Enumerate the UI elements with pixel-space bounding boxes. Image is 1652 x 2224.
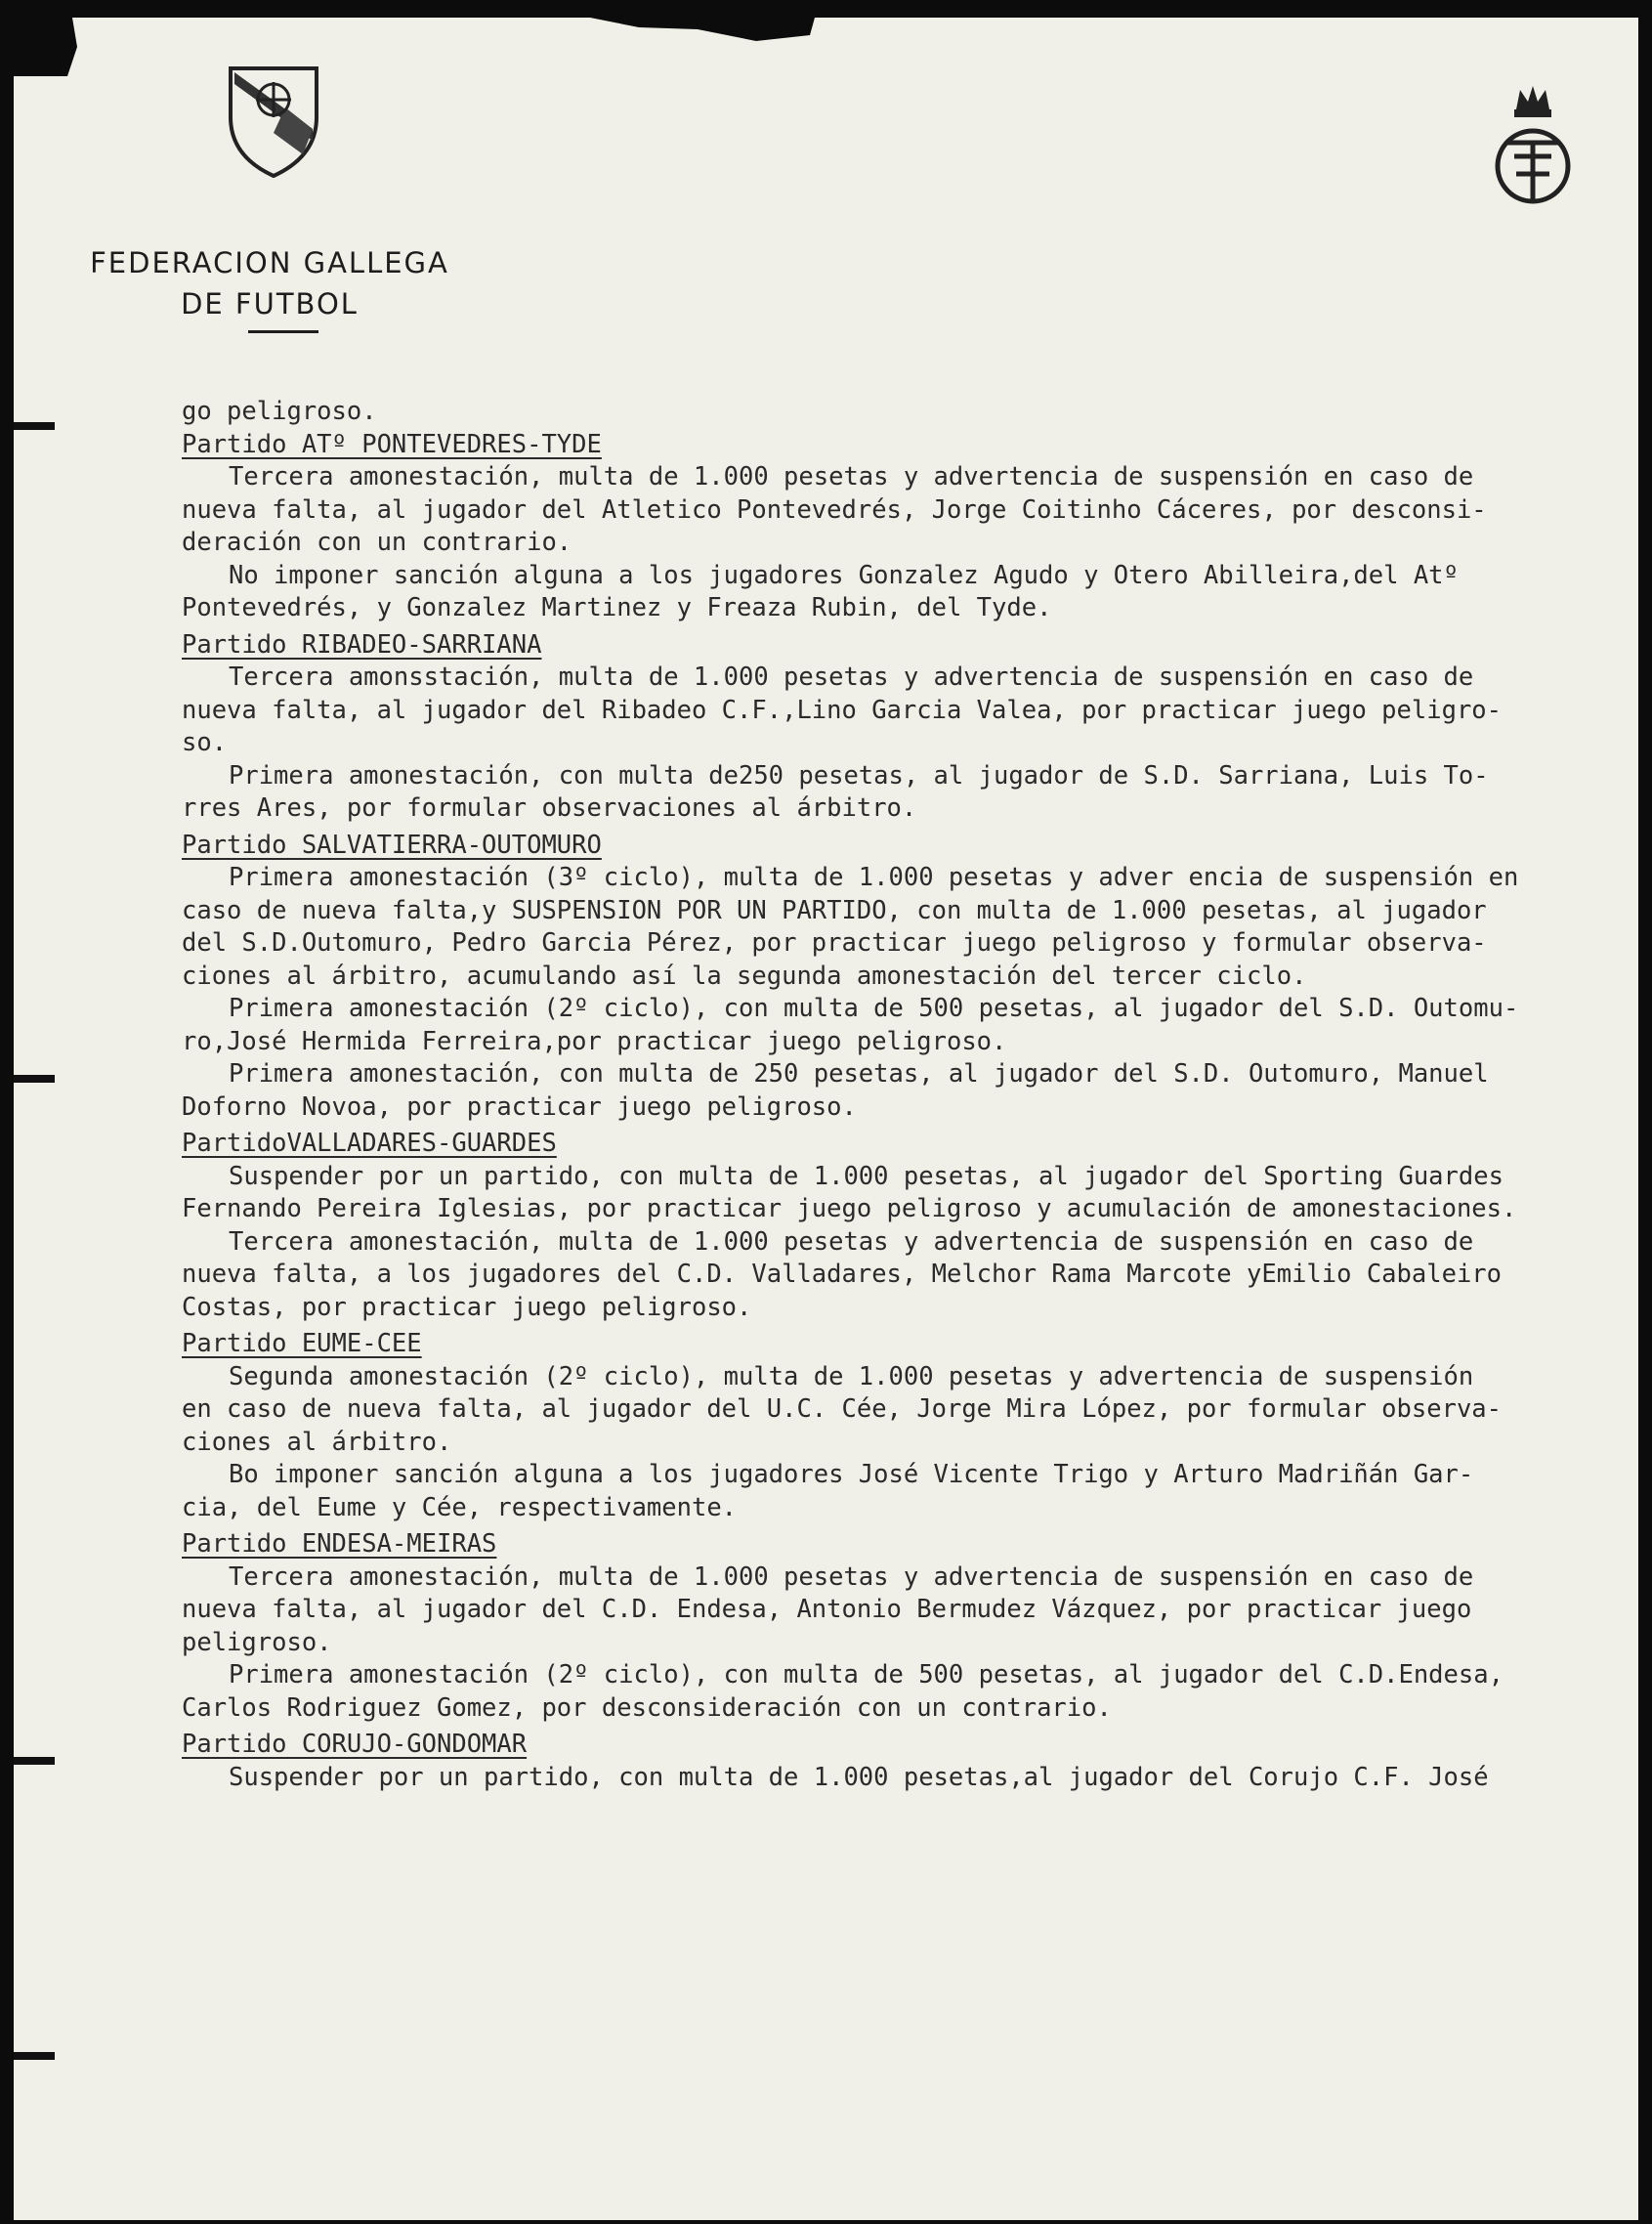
spanish-federation-crown-icon [1487,80,1579,209]
letterhead-underline [248,330,318,333]
sanction-line: Primera amonestación, con multa de250 pesetas, al jugador de S.D. Sarriana, Luis To- [229,760,1489,791]
binder-hole-mark [14,2052,55,2060]
sanction-line: Tercera amonestación, multa de 1.000 pesetas y advertencia de suspensión en caso de [229,1226,1474,1257]
sanction-line: Tercera amonestación, multa de 1.000 pesetas y advertencia de suspensión en caso de [229,462,1474,492]
sanction-block [182,862,1618,1124]
match-heading: Partido ATº PONTEVEDRES-TYDE [182,429,602,459]
torn-top-edge [14,18,815,76]
sanction-line: No imponer sanción alguna a los jugadores Gonzalez Agudo y Otero Abilleira,del Atº [229,560,1459,590]
sanction-line: Segunda amonestación (2º ciclo), multa de 1.000 pesetas y advertencia de suspensión [229,1361,1474,1391]
document-body [182,396,1618,1798]
sanction-line: deración con un contrario. [182,528,572,557]
match-heading: Partido RIBADEO-SARRIANA [182,629,542,660]
sanction-line: nueva falta, a los jugadores del C.D. Valladares, Melchor Rama Marcote yEmilio Cabaleiro [182,1260,1503,1289]
sanction-line: Bo imponer sanción alguna a los jugadores José Vicente Trigo y Arturo Madriñán Gar- [229,1460,1474,1489]
sanction-line: ciones al árbitro, acumulando así la segunda amonestación del tercer ciclo. [182,961,1307,991]
binder-hole-mark [14,1075,55,1083]
sanction-line: caso de nueva falta,y SUSPENSION POR UN PARTIDO, con multa de 1.000 pesetas, al jugador [182,895,1487,925]
sanction-line: Doforno Novoa, por practicar juego peligroso. [182,1091,857,1122]
sanction-line: so. [182,728,228,757]
sanction-line: peligroso. [182,1627,332,1657]
sanction-block [182,1561,1618,1726]
sanction-line: cia, del Eume y Cée, respectivamente. [182,1492,738,1522]
sanction-line: del S.D.Outomuro, Pedro Garcia Pérez, por practicar juego peligroso y formular observa- [182,928,1487,958]
sanction-line: Costas, por practicar juego peligroso. [182,1292,752,1322]
sanction-line: Primera amonestación (3º ciclo), multa de 1.000 pesetas y adver encia de suspensión en [229,863,1519,892]
gallega-federation-crest-icon [225,61,322,178]
sanction-line: Carlos Rodriguez Gomez, por desconsideración con un contrario. [182,1692,1112,1723]
sanction-line: Primera amonestación (2º ciclo), con multa de 500 pesetas, al jugador del C.D.Endesa, [229,1660,1504,1689]
sanction-line: ciones al árbitro. [182,1427,452,1457]
sanction-line: nueva falta, al jugador del Atletico Pontevedrés, Jorge Coitinho Cáceres, por desconsi- [182,494,1487,525]
sanction-line: Tercera amonsstación, multa de 1.000 pesetas y advertencia de suspensión en caso de [229,663,1474,692]
sanction-block [182,1161,1618,1325]
sanction-line: ro,José Hermida Ferreira,por practicar juego peligroso. [182,1026,1007,1056]
sanction-line: rres Ares, por formular observaciones al árbitro. [182,793,917,823]
sanction-block [182,1762,1618,1795]
sanction-line: nueva falta, al jugador del Ribadeo C.F.,Lino Garcia Valea, por practicar juego peligro- [182,695,1503,725]
intro-fragment: go peligroso. [182,397,377,426]
sanction-block [182,461,1618,625]
sanction-line: Suspender por un partido, con multa de 1.000 pesetas, al jugador del Sporting Guardes [229,1161,1504,1191]
binder-hole-mark [14,1757,55,1765]
sanction-block [182,662,1618,826]
federation-name-line1: FEDERACION GALLEGA [90,246,449,279]
sanction-line: Suspender por un partido, con multa de 1.000 pesetas,al jugador del Corujo C.F. José [229,1762,1489,1792]
match-heading: Partido EUME-CEE [182,1329,422,1358]
federation-name-line2: DE FUTBOL [181,287,359,321]
match-heading: PartidoVALLADARES-GUARDES [182,1129,557,1158]
sanction-line: Pontevedrés, y Gonzalez Martinez y Freaza Rubin, del Tyde. [182,593,1052,622]
sanction-line: nueva falta, al jugador del C.D. Endesa, Antonio Bermudez Vázquez, por practicar juego [182,1595,1472,1624]
sanction-line: Primera amonestación (2º ciclo), con multa de 500 pesetas, al jugador del S.D. Outomu- [229,994,1519,1023]
sanction-line: en caso de nueva falta, al jugador del U.C. Cée, Jorge Mira López, por formular observa- [182,1394,1503,1424]
match-heading: Partido SALVATIERRA-OUTOMURO [182,830,602,860]
sanction-line: Primera amonestación, con multa de 250 pesetas, al jugador del S.D. Outomuro, Manuel [229,1059,1489,1089]
binder-hole-mark [14,422,55,430]
sanction-line: Tercera amonestación, multa de 1.000 pesetas y advertencia de suspensión en caso de [229,1561,1474,1592]
match-heading: Partido CORUJO-GONDOMAR [182,1730,528,1759]
sanction-line: Fernando Pereira Iglesias, por practicar juego peligroso y acumulación de amonestaciones. [182,1194,1517,1223]
federation-name [74,242,465,324]
sanction-block [182,1361,1618,1525]
match-heading: Partido ENDESA-MEIRAS [182,1529,497,1559]
